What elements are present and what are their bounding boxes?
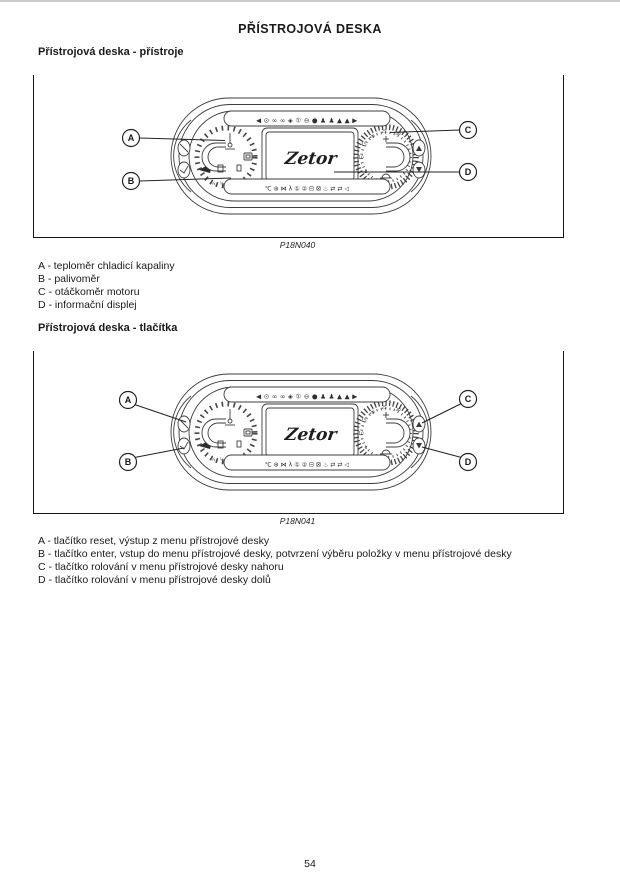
legend-item: D - tlačítko rolování v menu přístrojové desky dolů [38,574,271,586]
figure-instruments [33,75,564,238]
section-heading-buttons: Přístrojová deska - tlačítka [38,322,178,334]
callout-a-label: A [124,395,132,406]
legend-item: B - tlačítko enter, vstup do menu přístrojové desky, potvrzení výběru položky v menu přístrojové desky [38,548,512,560]
page-number: 54 [304,858,316,870]
legend-item: B - palivoměr [38,273,100,285]
legend-item: C - tlačítko rolování v menu přístrojové desky nahoru [38,561,284,573]
callout-d-label: D [464,457,472,468]
callout-d-label: D [464,167,472,178]
page-title: PŘÍSTROJOVÁ DESKA [238,22,382,36]
callout-c [422,391,477,424]
callout-a-label: A [127,133,135,144]
section-heading-instruments: Přístrojová deska - přístroje [38,46,184,58]
callout-c [390,122,477,139]
legend-item: D - informační displej [38,299,137,311]
legend-item: A - teploměr chladicí kapaliny [38,260,175,272]
legend-instruments [38,260,175,312]
callout-c-label: C [464,394,472,405]
instrument-cluster-drawing-2 [34,351,563,513]
page-top-edge [0,0,620,2]
callout-b-label: B [124,457,132,468]
figure-buttons [33,351,564,514]
instrument-cluster-drawing-1 [34,75,563,237]
callout-b-label: B [127,176,135,187]
callout-c-label: C [464,125,472,136]
figure-caption-1: P18N040 [279,240,316,250]
legend-item: A - tlačítko reset, výstup z menu přístrojové desky [38,535,270,547]
figure-caption-2: P18N041 [279,516,316,526]
callout-d [422,447,477,471]
legend-item: C - otáčkoměr motoru [38,286,140,298]
legend-buttons [38,535,512,587]
